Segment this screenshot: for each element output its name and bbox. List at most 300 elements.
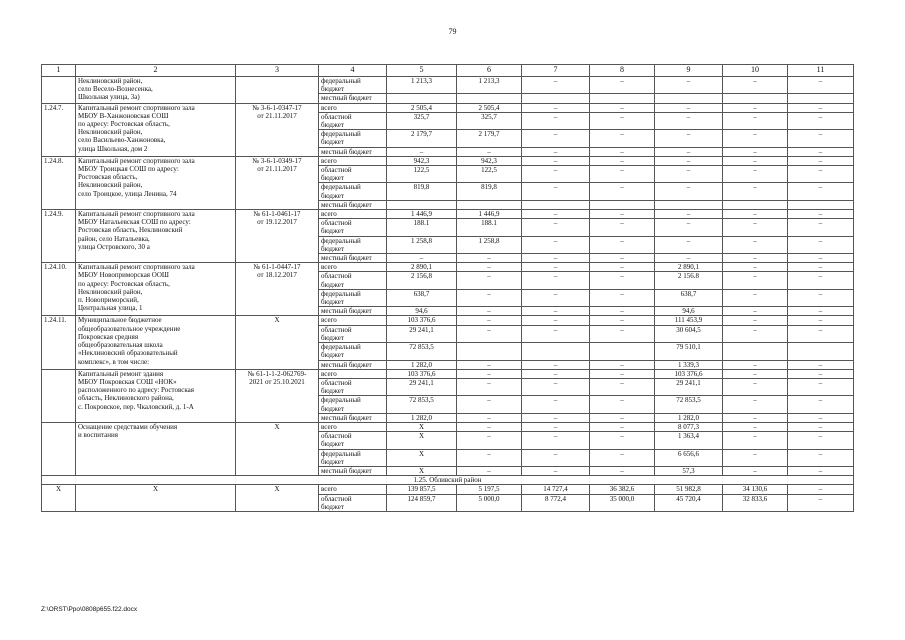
value-cell: – [522,103,590,112]
value-cell: – [457,422,522,431]
budget-type: федеральный бюджет [319,236,387,253]
value-cell: 325,7 [457,112,522,129]
value-cell: – [655,112,723,129]
value-cell: – [522,236,590,253]
table-row [42,422,854,431]
value-cell: – [788,236,854,253]
value-cell: – [590,254,655,263]
value-cell [590,94,655,103]
value-cell: – [723,219,788,236]
column-header: 5 [387,65,457,77]
value-cell: 819,8 [457,183,522,200]
value-cell: Х [387,449,457,466]
value-cell: 36 382,6 [590,485,655,494]
value-cell: – [788,254,854,263]
document-ref: Х [236,485,319,512]
value-cell: 1 446,9 [457,210,522,219]
value-cell: 5 000,0 [457,494,522,511]
value-cell: – [387,147,457,156]
column-header: 9 [655,65,723,77]
value-cell: – [788,130,854,147]
budget-type: областной бюджет [319,272,387,289]
value-cell: – [522,77,590,94]
column-header: 2 [76,65,236,77]
value-cell: 1 213,3 [387,77,457,94]
column-header: 11 [788,65,854,77]
value-cell: 638,7 [655,289,723,306]
value-cell: 2 505,4 [457,103,522,112]
value-cell: – [522,316,590,325]
budget-type: областной бюджет [319,166,387,183]
value-cell: 103 376,6 [655,369,723,378]
value-cell: 139 857,5 [387,485,457,494]
item-name: Капитальный ремонт спортивного зала МБОУ Новоприморская ООШ по адресу: Ростовская область, Неклиновский район, п. Новоприморский, Центральная улица, 1 [76,263,236,316]
value-cell: – [723,272,788,289]
item-code [42,422,76,475]
value-cell: – [590,413,655,422]
value-cell: – [723,130,788,147]
value-cell: 942,3 [387,156,457,165]
section-row [42,476,854,485]
value-cell: – [522,422,590,431]
file-path-footer: Z:\ORST\Ppo\0808p655.f22.docx [41,606,138,613]
value-cell: – [590,147,655,156]
value-cell: 122,5 [387,166,457,183]
value-cell: – [522,432,590,449]
value-cell: – [457,307,522,316]
value-cell: – [788,449,854,466]
value-cell: – [522,183,590,200]
value-cell: – [387,254,457,263]
value-cell: – [788,378,854,395]
table-row [42,77,854,94]
value-cell [590,343,655,360]
value-cell: 29 241,1 [387,378,457,395]
value-cell: – [590,289,655,306]
value-cell: – [655,156,723,165]
value-cell: – [590,360,655,369]
item-name: Неклиновский район, село Весело-Вознесенка, Школьная улица, 3а) [76,77,236,104]
value-cell: – [457,396,522,413]
item-name: Оснащение средствами обучения и воспитания [76,422,236,475]
value-cell: Х [387,466,457,475]
value-cell: 72 853,5 [655,396,723,413]
value-cell: 8 077,3 [655,422,723,431]
value-cell: 1 282,0 [655,413,723,422]
value-cell: 1 213,3 [457,77,522,94]
column-header: 10 [723,65,788,77]
value-cell: 94,6 [655,307,723,316]
value-cell: – [590,166,655,183]
value-cell: 103 376,6 [387,316,457,325]
budget-type: местный бюджет [319,307,387,316]
value-cell: Х [387,422,457,431]
value-cell: – [590,325,655,342]
value-cell [457,343,522,360]
value-cell [522,343,590,360]
value-cell: – [655,147,723,156]
value-cell [723,200,788,209]
value-cell: – [590,378,655,395]
value-cell [457,94,522,103]
budget-type: всего [319,369,387,378]
column-header: 4 [319,65,387,77]
value-cell: – [590,449,655,466]
value-cell: 94,6 [387,307,457,316]
value-cell: – [655,219,723,236]
value-cell [655,200,723,209]
budget-type: всего [319,485,387,494]
value-cell: – [788,325,854,342]
value-cell: – [522,156,590,165]
value-cell: – [723,263,788,272]
value-cell: – [590,466,655,475]
value-cell: – [457,369,522,378]
value-cell: 14 727,4 [522,485,590,494]
table-row [42,210,854,219]
value-cell: 325,7 [387,112,457,129]
value-cell: 29 241,1 [655,378,723,395]
table-row [42,316,854,325]
column-header: 3 [236,65,319,77]
item-code [42,369,76,422]
value-cell [723,343,788,360]
value-cell: 2 179,7 [457,130,522,147]
budget-type: местный бюджет [319,466,387,475]
column-header: 1 [42,65,76,77]
value-cell: 1 282,0 [387,360,457,369]
value-cell: – [788,396,854,413]
value-cell: – [457,378,522,395]
budget-type: местный бюджет [319,360,387,369]
value-cell: – [590,272,655,289]
value-cell [522,94,590,103]
value-cell: – [522,413,590,422]
item-name: Капитальный ремонт спортивного зала МБОУ Троицкая СОШ по адресу: Ростовская область, Неклиновский район, село Троицкое, улица Ленина, 74 [76,156,236,209]
column-header: 8 [590,65,655,77]
value-cell: – [457,263,522,272]
value-cell: 6 656,6 [655,449,723,466]
value-cell: – [788,147,854,156]
value-cell: – [723,183,788,200]
value-cell: – [457,325,522,342]
value-cell: 1 446,9 [387,210,457,219]
item-code: 1.24.11. [42,316,76,369]
value-cell: – [723,316,788,325]
table-row [42,485,854,494]
column-header: 7 [522,65,590,77]
value-cell [723,94,788,103]
value-cell: – [522,378,590,395]
value-cell: – [522,289,590,306]
value-cell: – [788,166,854,183]
value-cell: – [522,360,590,369]
value-cell: 942,3 [457,156,522,165]
document-ref: Х [236,422,319,475]
value-cell: – [457,272,522,289]
value-cell: 2 890,1 [655,263,723,272]
value-cell: 57,3 [655,466,723,475]
budget-type: всего [319,422,387,431]
value-cell: Х [387,432,457,449]
page-number: 79 [448,27,457,36]
item-name: Х [76,485,236,512]
value-cell: – [655,183,723,200]
value-cell: – [788,466,854,475]
budget-type: местный бюджет [319,200,387,209]
value-cell: – [788,369,854,378]
value-cell: – [522,307,590,316]
document-ref: Х [236,316,319,369]
table-row [42,263,854,272]
value-cell: 124 859,7 [387,494,457,511]
value-cell: 819,8 [387,183,457,200]
value-cell: – [590,219,655,236]
value-cell: – [788,219,854,236]
budget-type: областной бюджет [319,219,387,236]
value-cell: – [788,413,854,422]
value-cell: – [457,147,522,156]
item-code: 1.24.9. [42,210,76,263]
budget-type: областной бюджет [319,432,387,449]
value-cell: – [788,422,854,431]
value-cell: – [723,77,788,94]
value-cell: – [590,422,655,431]
value-cell: – [590,183,655,200]
value-cell: – [522,466,590,475]
value-cell: 1 258,8 [457,236,522,253]
value-cell: 2 156,8 [387,272,457,289]
value-cell: 111 453,9 [655,316,723,325]
value-cell: – [723,103,788,112]
value-cell [590,200,655,209]
value-cell: – [590,263,655,272]
item-name: Капитальный ремонт спортивного зала МБОУ Натальевская СОШ по адресу: Ростовская область, Неклиновский район, село Натальевка, улица Островского, 30 а [76,210,236,263]
value-cell: – [655,210,723,219]
section-title: 1.25. Обливский район [42,476,854,485]
value-cell: 29 241,1 [387,325,457,342]
item-name: Капитальный ремонт здания МБОУ Покровская СОШ «НОК» расположенного по адресу: Ростовская область, Неклиновского района, с. Покровское, пер. Чкаловский, д. 1-А [76,369,236,422]
value-cell: – [723,466,788,475]
value-cell: – [788,432,854,449]
item-name: Капитальный ремонт спортивного зала МБОУ В-Ханжоновская СОШ по адресу: Ростовская область, Неклиновский район, село Васильево-Ханжоновка, улица Школьная, дом 2 [76,103,236,156]
value-cell: – [590,369,655,378]
value-cell: – [723,147,788,156]
budget-type: федеральный бюджет [319,130,387,147]
value-cell: – [457,413,522,422]
item-code: 1.24.10. [42,263,76,316]
budget-type: всего [319,156,387,165]
value-cell: – [723,254,788,263]
value-cell: – [723,360,788,369]
value-cell: 188.1 [457,219,522,236]
value-cell: – [788,272,854,289]
document-ref [236,77,319,104]
budget-type: областной бюджет [319,325,387,342]
budget-type: федеральный бюджет [319,396,387,413]
value-cell [655,94,723,103]
value-cell: – [522,263,590,272]
item-code: 1.24.7. [42,103,76,156]
value-cell: 188.1 [387,219,457,236]
value-cell: – [457,466,522,475]
value-cell: 51 982,8 [655,485,723,494]
budget-type: областной бюджет [319,378,387,395]
value-cell: – [788,289,854,306]
budget-type: всего [319,103,387,112]
value-cell: – [522,219,590,236]
value-cell: – [590,210,655,219]
value-cell: – [590,112,655,129]
value-cell: – [723,422,788,431]
value-cell: 8 772,4 [522,494,590,511]
value-cell: 2 505,4 [387,103,457,112]
value-cell: – [590,156,655,165]
value-cell: – [655,130,723,147]
budget-type: федеральный бюджет [319,77,387,94]
value-cell: – [723,449,788,466]
value-cell [788,200,854,209]
value-cell: 79 510,1 [655,343,723,360]
value-cell: – [723,307,788,316]
value-cell: – [723,396,788,413]
value-cell: 1 282,0 [387,413,457,422]
value-cell: – [723,413,788,422]
value-cell: 30 604,5 [655,325,723,342]
value-cell: 72 853,5 [387,396,457,413]
value-cell: – [655,77,723,94]
value-cell: – [655,236,723,253]
value-cell: – [457,432,522,449]
table-row [42,369,854,378]
value-cell: – [655,254,723,263]
value-cell: 2 890,1 [387,263,457,272]
value-cell [387,200,457,209]
table-row [42,156,854,165]
value-cell: 122,5 [457,166,522,183]
value-cell: – [788,77,854,94]
value-cell: – [590,103,655,112]
value-cell [457,200,522,209]
value-cell: – [788,360,854,369]
value-cell: – [522,210,590,219]
value-cell: – [723,378,788,395]
value-cell: – [590,236,655,253]
budget-type: местный бюджет [319,94,387,103]
value-cell: 45 720,4 [655,494,723,511]
value-cell: – [590,77,655,94]
budget-type: всего [319,263,387,272]
value-cell: – [655,103,723,112]
value-cell: – [590,316,655,325]
item-code: 1.24.8. [42,156,76,209]
value-cell: – [788,263,854,272]
value-cell: 2 156.8 [655,272,723,289]
value-cell: – [522,166,590,183]
budget-type: областной бюджет [319,112,387,129]
value-cell: – [522,396,590,413]
value-cell [788,94,854,103]
value-cell: – [522,254,590,263]
value-cell [788,343,854,360]
value-cell: 638,7 [387,289,457,306]
value-cell: – [788,210,854,219]
value-cell: – [590,130,655,147]
value-cell: – [590,432,655,449]
value-cell: – [457,316,522,325]
document-ref: № 61-1-0447-17 от 18.12.2017 [236,263,319,316]
value-cell: 35 000,0 [590,494,655,511]
value-cell: – [522,130,590,147]
value-cell: – [457,360,522,369]
value-cell: – [522,325,590,342]
budget-type: областной бюджет [319,494,387,511]
value-cell: 5 197,5 [457,485,522,494]
budget-table [41,64,854,512]
value-cell: – [723,289,788,306]
table-row [42,103,854,112]
value-cell: – [788,485,854,494]
budget-type: всего [319,316,387,325]
budget-type: местный бюджет [319,147,387,156]
value-cell [387,94,457,103]
value-cell: – [723,210,788,219]
item-name: Муниципальное бюджетное общеобразовательное учреждение Покровская средняя общеобразовательная школа «Неклиновский образовательный комплекс», в том числе: [76,316,236,369]
budget-type: всего [319,210,387,219]
value-cell: – [788,103,854,112]
value-cell: – [590,396,655,413]
document-ref: № 3-6-1-0349-17 от 21.11.2017 [236,156,319,209]
value-cell: – [522,369,590,378]
value-cell: – [655,166,723,183]
value-cell: – [723,156,788,165]
value-cell: – [788,112,854,129]
value-cell: 1 339,3 [655,360,723,369]
value-cell: 34 130,6 [723,485,788,494]
value-cell: – [788,307,854,316]
value-cell: – [723,432,788,449]
budget-type: федеральный бюджет [319,289,387,306]
value-cell: 72 853,5 [387,343,457,360]
value-cell: – [457,449,522,466]
document-ref: № 61-1-1-2-062769- 2021 от 25.10.2021 [236,369,319,422]
value-cell: – [457,289,522,306]
value-cell: – [590,307,655,316]
value-cell: 103 376,6 [387,369,457,378]
value-cell: – [788,183,854,200]
budget-type: местный бюджет [319,413,387,422]
value-cell: – [522,272,590,289]
value-cell: – [723,325,788,342]
value-cell: – [723,166,788,183]
value-cell: – [788,156,854,165]
budget-type: местный бюджет [319,254,387,263]
value-cell: – [522,147,590,156]
item-code [42,77,76,104]
column-header: 6 [457,65,522,77]
header-row [42,65,854,77]
value-cell: – [723,236,788,253]
document-ref: № 61-1-0461-17 от 19.12.2017 [236,210,319,263]
value-cell [522,200,590,209]
value-cell: – [522,449,590,466]
budget-type: федеральный бюджет [319,343,387,360]
document-ref: № 3-6-1-0347-17 от 21.11.2017 [236,103,319,156]
value-cell: – [723,369,788,378]
value-cell: – [788,316,854,325]
value-cell: 32 833,6 [723,494,788,511]
value-cell: – [788,494,854,511]
